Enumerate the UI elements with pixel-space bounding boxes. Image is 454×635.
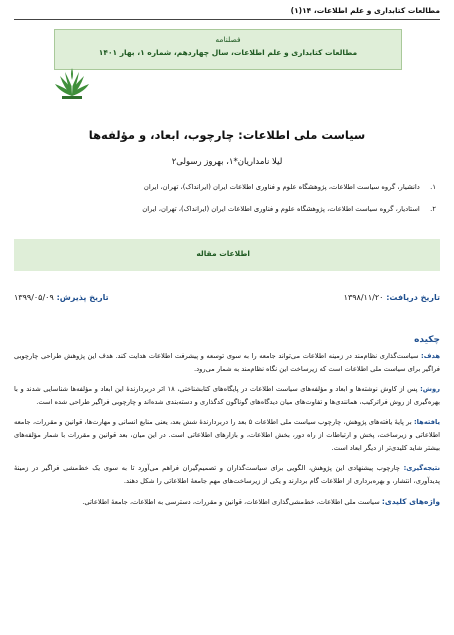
method-text: پس از کاوش نوشته‌ها و ابعاد و مؤلفه‌های سیاست اطلاعات در پایگاه‌های کتابشناختی، ۱۸ اثر دربردارندهٔ این ابعاد و مؤلفه‌ها شناسایی شدند و با بهره‌گیری از روش فراترکیب، همانندی‌ها و تفاوت‌های میان دیدگاه‌های گوناگون کدگذاری و دسته‌بندی شده‌اند و چارچوبی فراگیر طراحی شده است. <box>14 384 440 407</box>
goal-label: هدف: <box>421 352 440 360</box>
affiliation-number: ۱. <box>430 183 436 191</box>
running-head: مطالعات کتابداری و علم اطلاعات، ۱۴(۱) <box>290 6 440 15</box>
header-rule <box>14 19 440 20</box>
article-info-label: اطلاعات مقاله <box>196 249 250 258</box>
affiliation-text: دانشیار، گروه سیاست اطلاعات، پژوهشگاه علوم و فناوری اطلاعات ایران (ایرانداک)، تهران، ایران <box>143 183 420 191</box>
abstract-goal <box>14 350 440 377</box>
method-label: روش: <box>420 384 440 393</box>
conclusion-text: چارچوب پیشنهادی این پژوهش، الگویی برای سیاست‌گذاران و تصمیم‌گیران فراهم می‌آورد تا به سوی یک خط‌مشی فراگیر در زمینهٔ پدیدآوری، انتشار، و بهره‌برداری از اطلاعات گام بردارند و یکی از زیرساخت‌های مهم جامعهٔ اطلاعاتی را شکل دهند. <box>14 463 440 486</box>
article-title: سیاست ملی اطلاعات: چارچوب، ابعاد، و مؤلفه‌ها <box>88 128 366 142</box>
abstract-keywords <box>14 495 440 509</box>
received-value: ۱۳۹۸/۱۱/۲۰ <box>343 293 384 302</box>
goal-text: سیاست‌گذاری نظام‌مند در زمینه اطلاعات می‌تواند جامعه را به سوی توسعه و پیشرفت اطلاعات هدایت کند. هدف این پژوهش طراحی چارچوبی فراگیر برای سیاست ملی اطلاعات است که زیرساخت این نگاه نظام‌مند به شمار می‌رود. <box>14 352 440 374</box>
abstract-heading: چکیده <box>414 335 440 345</box>
abstract-method <box>14 383 440 410</box>
accepted-label: تاریخ پذیرش: <box>56 293 109 302</box>
authors: لیلا نامداریان*۱، بهروز رسولی۲ <box>171 157 283 167</box>
journal-logo-icon <box>54 66 90 100</box>
abstract-body <box>14 350 440 515</box>
journal-type: فصلنامه <box>215 35 241 44</box>
conclusion-label: نتیجه‌گیری: <box>403 463 440 472</box>
findings-text: بر پایهٔ یافته‌های پژوهش، چارچوب سیاست ملی اطلاعات ۵ بعد را دربردارندهٔ شش بعد، یعنی منابع انسانی و مهارت‌ها، قوانین و مقررات، جامعه اطلاعاتی و زیرساخت، پخش و ارتباطات از راه دور، بخش اطلاعات، و بازارهای اطلاعاتی است. در این میان، بعد قوانین و مقررات با شمار مؤلفه‌های بیشتر شاید کلیدی‌تر از دیگر ابعاد است. <box>14 417 440 453</box>
affiliation-text: استادیار، گروه سیاست اطلاعات، پژوهشگاه علوم و فناوری اطلاعات ایران (ایرانداک)، تهران، ایران <box>142 205 420 213</box>
journal-issue: مطالعات کتابداری و علم اطلاعات، سال چهاردهم، شماره ۱، بهار ۱۴۰۱ <box>98 48 358 57</box>
article-dates <box>14 293 440 305</box>
accepted-date <box>14 293 109 302</box>
accepted-value: ۱۳۹۹/۰۵/۰۹ <box>14 293 54 302</box>
affiliation-1 <box>14 183 436 191</box>
journal-info-box <box>54 29 402 70</box>
received-date <box>344 293 440 302</box>
article-info-bar <box>14 239 440 271</box>
abstract-findings <box>14 416 440 456</box>
abstract-conclusion <box>14 462 440 489</box>
received-label: تاریخ دریافت: <box>386 293 440 302</box>
findings-label: یافته‌ها: <box>414 417 441 426</box>
affiliation-2 <box>14 205 436 213</box>
keywords-text: سیاست ملی اطلاعات، خط‌مشی‌گذاری اطلاعات، قوانین و مقررات، دسترسی به اطلاعات، جامعهٔ اطلاعاتی. <box>82 497 380 506</box>
keywords-label: واژه‌های کلیدی: <box>381 496 440 506</box>
affiliation-number: ۲. <box>430 205 436 213</box>
